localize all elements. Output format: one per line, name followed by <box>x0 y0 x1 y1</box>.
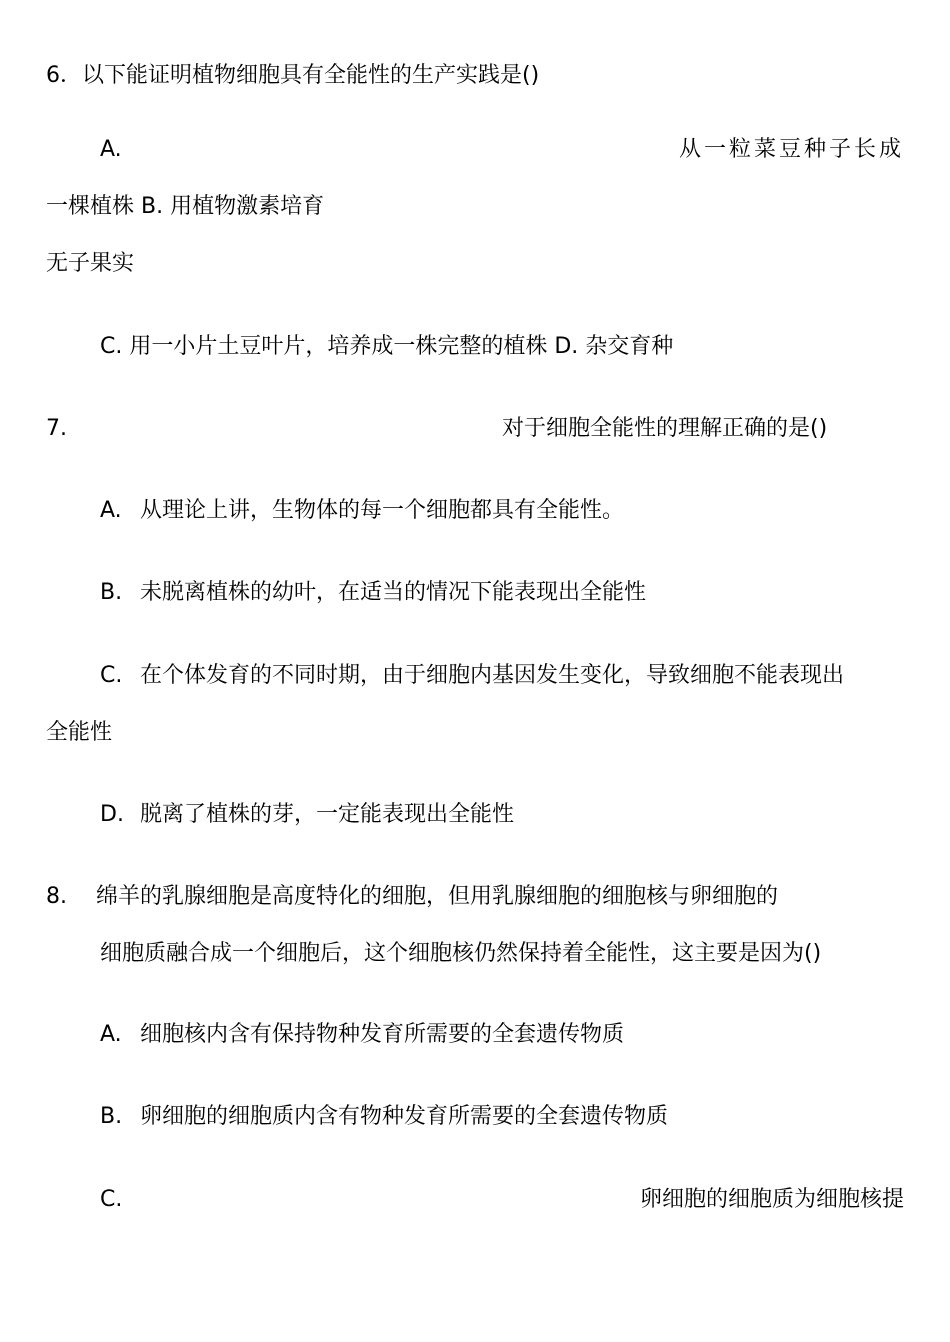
q7-option-b-text: 未脱离植株的幼叶，在适当的情况下能表现出全能性 <box>140 580 647 605</box>
q7-option-d <box>100 800 514 830</box>
q8-option-b-label: B. <box>100 1104 123 1129</box>
q7-option-b <box>100 578 646 608</box>
q7-option-a <box>100 496 624 526</box>
q8-option-b <box>100 1102 668 1132</box>
q8-option-c-text: 卵细胞的细胞质为细胞核提 <box>639 1187 904 1212</box>
q6-options-cd: C. 用一小片土豆叶片，培养成一株完整的植株 D. 杂交育种 <box>100 334 674 359</box>
q8-option-b-text: 卵细胞的细胞质内含有物种发育所需要的全套遗传物质 <box>140 1104 669 1129</box>
q8-option-a-text: 细胞核内含有保持物种发育所需要的全套遗传物质 <box>140 1022 625 1047</box>
q7-option-d-label: D. <box>100 802 124 827</box>
q6-option-a-label: A. <box>100 137 122 162</box>
q6-stem: 6．以下能证明植物细胞具有全能性的生产实践是() <box>46 63 540 88</box>
q8-option-c <box>100 1185 904 1215</box>
q7-option-c-label: C. <box>100 663 123 688</box>
q8-option-a-label: A. <box>100 1022 122 1047</box>
q7-option-c-continuation: 全能性 <box>46 720 113 745</box>
q7-number: 7. <box>46 416 67 441</box>
q8-stem-line2: 细胞质融合成一个细胞后，这个细胞核仍然保持着全能性，这主要是因为() <box>100 941 822 966</box>
q6-option-a-line <box>100 135 904 165</box>
q7-option-a-label: A. <box>100 498 122 523</box>
q7-option-c <box>100 661 844 691</box>
q8-stem-line1: 绵羊的乳腺细胞是高度特化的细胞，但用乳腺细胞的细胞核与卵细胞的 <box>96 884 779 909</box>
q7-option-b-label: B. <box>100 580 123 605</box>
q7-option-c-text: 在个体发育的不同时期，由于细胞内基因发生变化，导致细胞不能表现出 <box>140 663 845 688</box>
q6-option-b-continuation: 无子果实 <box>46 251 135 276</box>
q8-option-a <box>100 1020 624 1050</box>
q8-number: 8. <box>46 884 67 909</box>
q6-option-a-text: 从一粒菜豆种子长成 <box>678 137 904 162</box>
q7-option-a-text: 从理论上讲，生物体的每一个细胞都具有全能性。 <box>140 498 625 523</box>
q6-option-a-continuation: 一棵植株 B. 用植物激素培育 <box>46 194 325 219</box>
q8-option-c-label: C. <box>100 1187 123 1212</box>
q7-option-d-text: 脱离了植株的芽，一定能表现出全能性 <box>140 802 515 827</box>
q7-stem: 对于细胞全能性的理解正确的是() <box>502 416 828 441</box>
